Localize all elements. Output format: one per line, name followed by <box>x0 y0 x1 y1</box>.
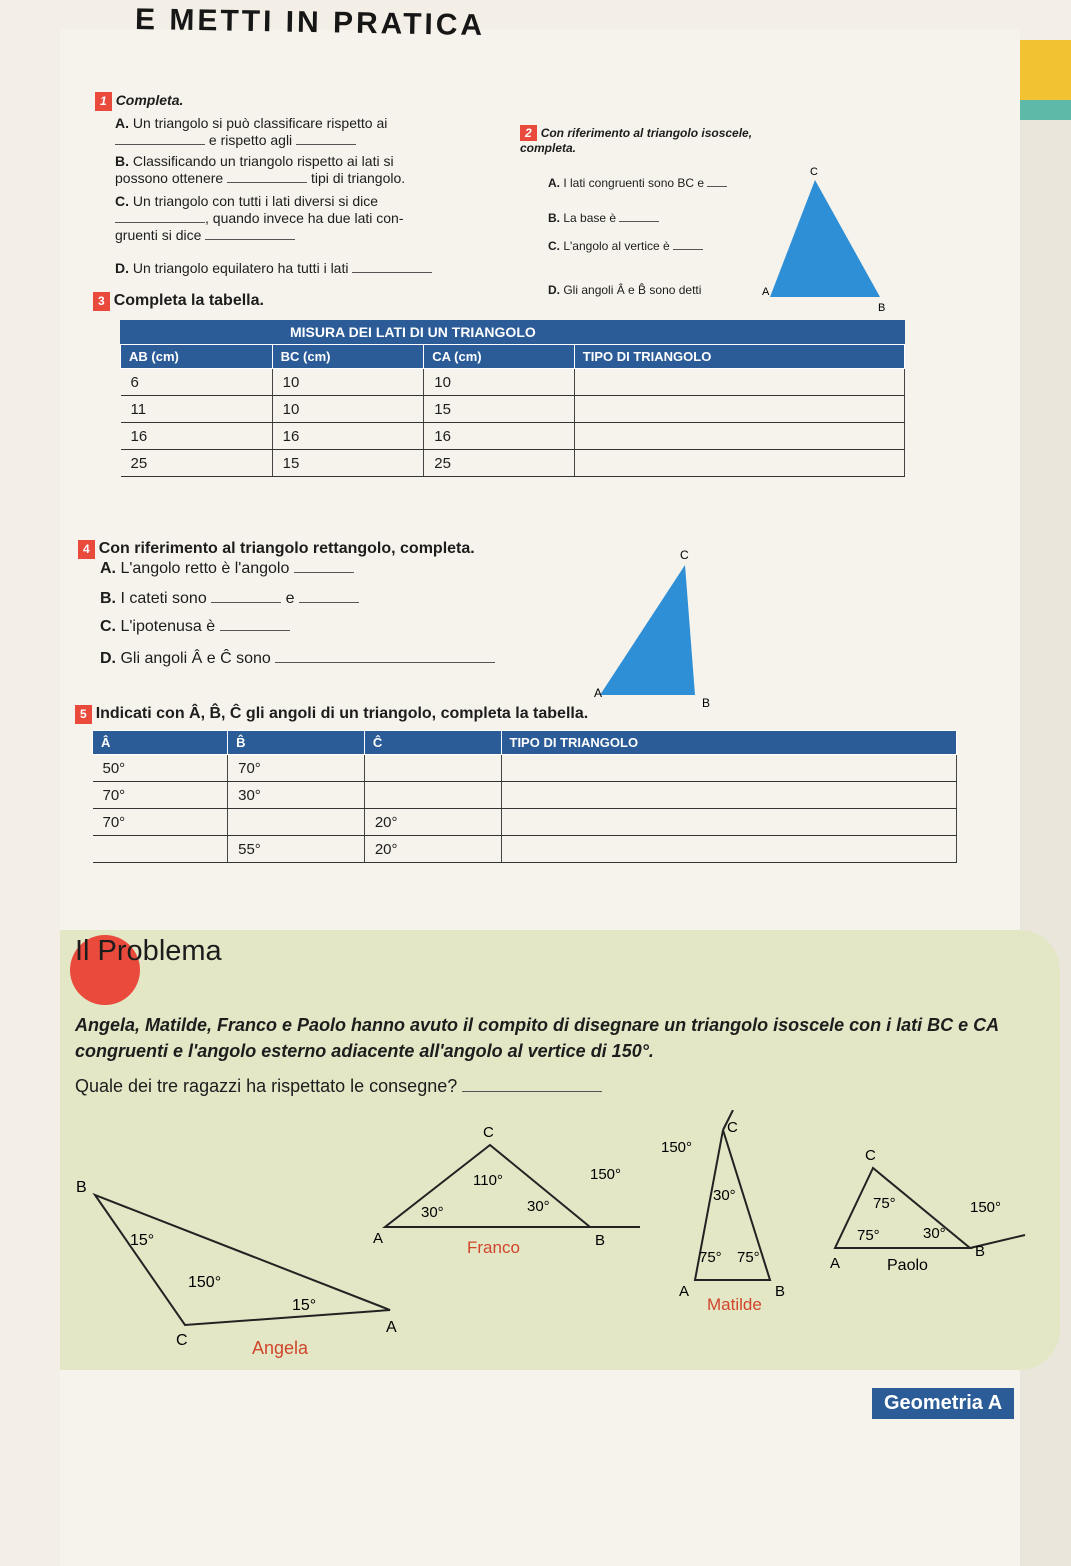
table-row <box>93 809 957 836</box>
ex1-a-text: Un triangolo si può classificare rispetto ai <box>132 115 388 131</box>
ex3-number: 3 <box>93 292 110 311</box>
ex1-b2-text: possono ottenere <box>115 170 224 186</box>
ex1-title <box>95 92 183 111</box>
paolo-label-a: A <box>830 1255 841 1272</box>
table-cell: 70° <box>228 755 365 782</box>
ex2-title <box>520 125 760 155</box>
ex4-c-text: L'ipotenusa è <box>120 618 216 635</box>
ex5-header-3: TIPO DI TRIANGOLO <box>501 731 957 755</box>
table-row <box>93 836 957 863</box>
ex3-header-2: CA (cm) <box>424 345 575 369</box>
ex2-number: 2 <box>520 125 537 141</box>
ex5-title-text: Indicati con Â, B̂, Ĉ gli angoli di un triangolo, completa la tabella. <box>95 705 589 722</box>
table-cell[interactable] <box>228 809 365 836</box>
ex2-title-text: Con riferimento al triangolo isoscele, completa. <box>520 126 753 155</box>
rt-label-a: A <box>594 686 603 700</box>
ex2-c-text: L'angolo al vertice è <box>563 239 670 253</box>
ex4-b-and: e <box>285 590 295 607</box>
problem-title: Il Problema <box>75 935 222 967</box>
ex5-header-0: Â <box>93 731 228 755</box>
table-cell: 15 <box>424 396 575 423</box>
franco-label-b: B <box>595 1232 606 1249</box>
isosceles-triangle <box>770 180 880 297</box>
franco-label-c: C <box>483 1124 494 1141</box>
ex5-title <box>75 705 588 724</box>
ex1-c: C. Un triangolo con tutti i lati diversi si dice , quando invece ha due lati con- gruenti si dice <box>115 193 404 243</box>
matilde-name: Matilde <box>707 1295 762 1314</box>
ex1-d: D. Un triangolo equilatero ha tutti i lati <box>115 260 505 277</box>
table-cell[interactable] <box>501 809 957 836</box>
ex4-b: B. I cateti sono e <box>100 590 359 607</box>
ex1-title-text: Completa. <box>115 92 184 108</box>
ex5-header-2: Ĉ <box>364 731 501 755</box>
franco-label-a: A <box>373 1230 384 1247</box>
ex1-d-text: Un triangolo equilatero ha tutti i lati <box>132 260 349 276</box>
matilde-figure <box>655 1110 815 1320</box>
table-row <box>121 369 905 396</box>
ex4-d-text: Gli angoli Â e Ĉ sono <box>120 650 271 667</box>
ex3-header-3: TIPO DI TRIANGOLO <box>574 345 904 369</box>
matilde-label-b: B <box>775 1283 786 1300</box>
matilde-angle-ext: 150° <box>661 1139 693 1156</box>
section-header: E METTI IN PRATICA <box>134 2 486 43</box>
right-triangle-figure <box>590 545 720 710</box>
table-cell: 15 <box>272 450 424 477</box>
ex4-a: A. L'angolo retto è l'angolo <box>100 560 354 577</box>
ex1-c2-text: , quando invece ha due lati con- <box>205 210 404 226</box>
table-cell: 70° <box>93 809 228 836</box>
table-cell: 25 <box>121 450 273 477</box>
angela-name: Angela <box>252 1338 309 1358</box>
ex1-c-text: Un triangolo con tutti i lati diversi si dice <box>132 193 378 209</box>
franco-figure <box>365 1115 645 1265</box>
franco-angle-ext: 150° <box>590 1166 622 1183</box>
paolo-angle-b: 30° <box>923 1225 946 1242</box>
angela-label-b: B <box>76 1179 87 1196</box>
ex3-group-header: MISURA DEI LATI DI UN TRIANGOLO <box>120 320 905 344</box>
ex2-d: D. Gli angoli Â e B̂ sono detti <box>548 283 702 297</box>
ex5-header-1: B̂ <box>228 731 365 755</box>
ex1-number: 1 <box>95 92 112 111</box>
table-cell: 16 <box>424 423 575 450</box>
table-row <box>93 782 957 809</box>
table-cell[interactable] <box>574 369 904 396</box>
paolo-angle-c: 75° <box>873 1195 896 1212</box>
isosceles-triangle-figure <box>760 165 900 315</box>
table-cell[interactable] <box>574 396 904 423</box>
matilde-angle-c: 30° <box>713 1187 736 1204</box>
problem-question-text: Quale dei tre ragazzi ha rispettato le consegne? <box>75 1076 458 1096</box>
franco-angle-b: 30° <box>527 1198 550 1215</box>
iso-label-b: B <box>878 302 886 314</box>
ex3-title-text: Completa la tabella. <box>113 292 264 309</box>
ex3-header-0: AB (cm) <box>121 345 273 369</box>
table-cell[interactable] <box>364 755 501 782</box>
ex2-a: A. I lati congruenti sono BC e <box>548 175 727 192</box>
angela-angle-c: 150° <box>188 1274 222 1291</box>
table-cell: 11 <box>121 396 273 423</box>
table-cell: 16 <box>272 423 424 450</box>
paolo-label-b: B <box>975 1243 986 1260</box>
ex5-number: 5 <box>75 705 92 724</box>
table-cell: 6 <box>121 369 273 396</box>
ex2-a-text: I lati congruenti sono BC e <box>563 176 705 190</box>
ex4-a-text: L'angolo retto è l'angolo <box>120 560 290 577</box>
franco-angle-c: 110° <box>473 1172 503 1189</box>
problem-text: Angela, Matilde, Franco e Paolo hanno avuto il compito di disegnare un triangolo isoscele con i lati BC e CA congruenti e l'angolo esterno adiacente all'angolo al vertice di 150°. <box>75 1015 999 1061</box>
table-cell[interactable] <box>93 836 228 863</box>
ex1-b: B. Classificando un triangolo rispetto ai lati si possono ottenere tipi di triangolo. <box>115 153 406 186</box>
angela-label-c: C <box>176 1332 188 1349</box>
franco-angle-a: 30° <box>421 1204 444 1221</box>
ex1-a: A. Un triangolo si può classificare rispetto ai e rispetto agli <box>115 115 388 148</box>
problem-question <box>75 1078 602 1095</box>
ex2-b-text: La base è <box>563 211 617 225</box>
franco-name: Franco <box>467 1238 520 1257</box>
iso-label-c: C <box>810 166 818 178</box>
table-cell: 16 <box>121 423 273 450</box>
ex4-title-text: Con riferimento al triangolo rettangolo, completa. <box>98 540 475 557</box>
table-cell[interactable] <box>501 782 957 809</box>
table-cell: 50° <box>93 755 228 782</box>
angela-triangle <box>95 1195 390 1325</box>
ex3-table <box>120 344 905 477</box>
table-cell: 55° <box>228 836 365 863</box>
angela-angle-a: 15° <box>292 1297 317 1314</box>
ex1-a2-text: e rispetto agli <box>208 132 293 148</box>
ex2-b: B. La base è <box>548 210 659 227</box>
table-row <box>93 755 957 782</box>
ex4-d: D. Gli angoli Â e Ĉ sono <box>100 650 495 667</box>
paolo-label-c: C <box>865 1147 876 1164</box>
ex3-title <box>93 292 264 311</box>
footer-label: Geometria A <box>872 1388 1014 1419</box>
angela-angle-b: 15° <box>130 1232 155 1249</box>
ex4-b-text: I cateti sono <box>120 590 207 607</box>
ex2-d-text: Gli angoli Â e B̂ sono detti <box>563 283 702 297</box>
iso-label-a: A <box>762 286 770 298</box>
table-row <box>121 450 905 477</box>
matilde-label-c: C <box>727 1119 738 1136</box>
table-cell: 10 <box>272 369 424 396</box>
table-cell[interactable] <box>501 836 957 863</box>
paolo-angle-a: 75° <box>857 1227 880 1244</box>
matilde-label-a: A <box>679 1283 690 1300</box>
table-cell[interactable] <box>501 755 957 782</box>
table-cell: 10 <box>424 369 575 396</box>
table-row <box>121 423 905 450</box>
table-row <box>121 396 905 423</box>
matilde-angle-a: 75° <box>699 1249 722 1266</box>
ex4-c: C. L'ipotenusa è <box>100 618 290 635</box>
ex2-c: C. L'angolo al vertice è <box>548 238 708 255</box>
ex5-table <box>92 730 957 863</box>
angela-label-a: A <box>386 1319 397 1336</box>
table-cell: 25 <box>424 450 575 477</box>
table-cell[interactable] <box>574 450 904 477</box>
rt-label-c: C <box>680 548 689 562</box>
ex3-header-1: BC (cm) <box>272 345 424 369</box>
table-cell: 20° <box>364 809 501 836</box>
ex4-number: 4 <box>78 540 95 559</box>
table-cell: 70° <box>93 782 228 809</box>
ex4-title <box>78 540 475 559</box>
right-triangle <box>600 565 695 695</box>
paolo-triangle <box>835 1168 970 1248</box>
paolo-figure <box>825 1140 1035 1290</box>
table-cell[interactable] <box>364 782 501 809</box>
paolo-name: Paolo <box>887 1257 928 1274</box>
table-cell: 30° <box>228 782 365 809</box>
rt-label-b: B <box>702 696 711 710</box>
matilde-angle-b: 75° <box>737 1249 760 1266</box>
ex1-b-text: Classificando un triangolo rispetto ai lati si <box>132 153 394 169</box>
paolo-angle-ext: 150° <box>970 1199 1002 1216</box>
table-cell: 20° <box>364 836 501 863</box>
ex1-c3-text: gruenti si dice <box>115 227 202 243</box>
ex1-b3-text: tipi di triangolo. <box>310 170 406 186</box>
table-cell[interactable] <box>574 423 904 450</box>
table-cell: 10 <box>272 396 424 423</box>
